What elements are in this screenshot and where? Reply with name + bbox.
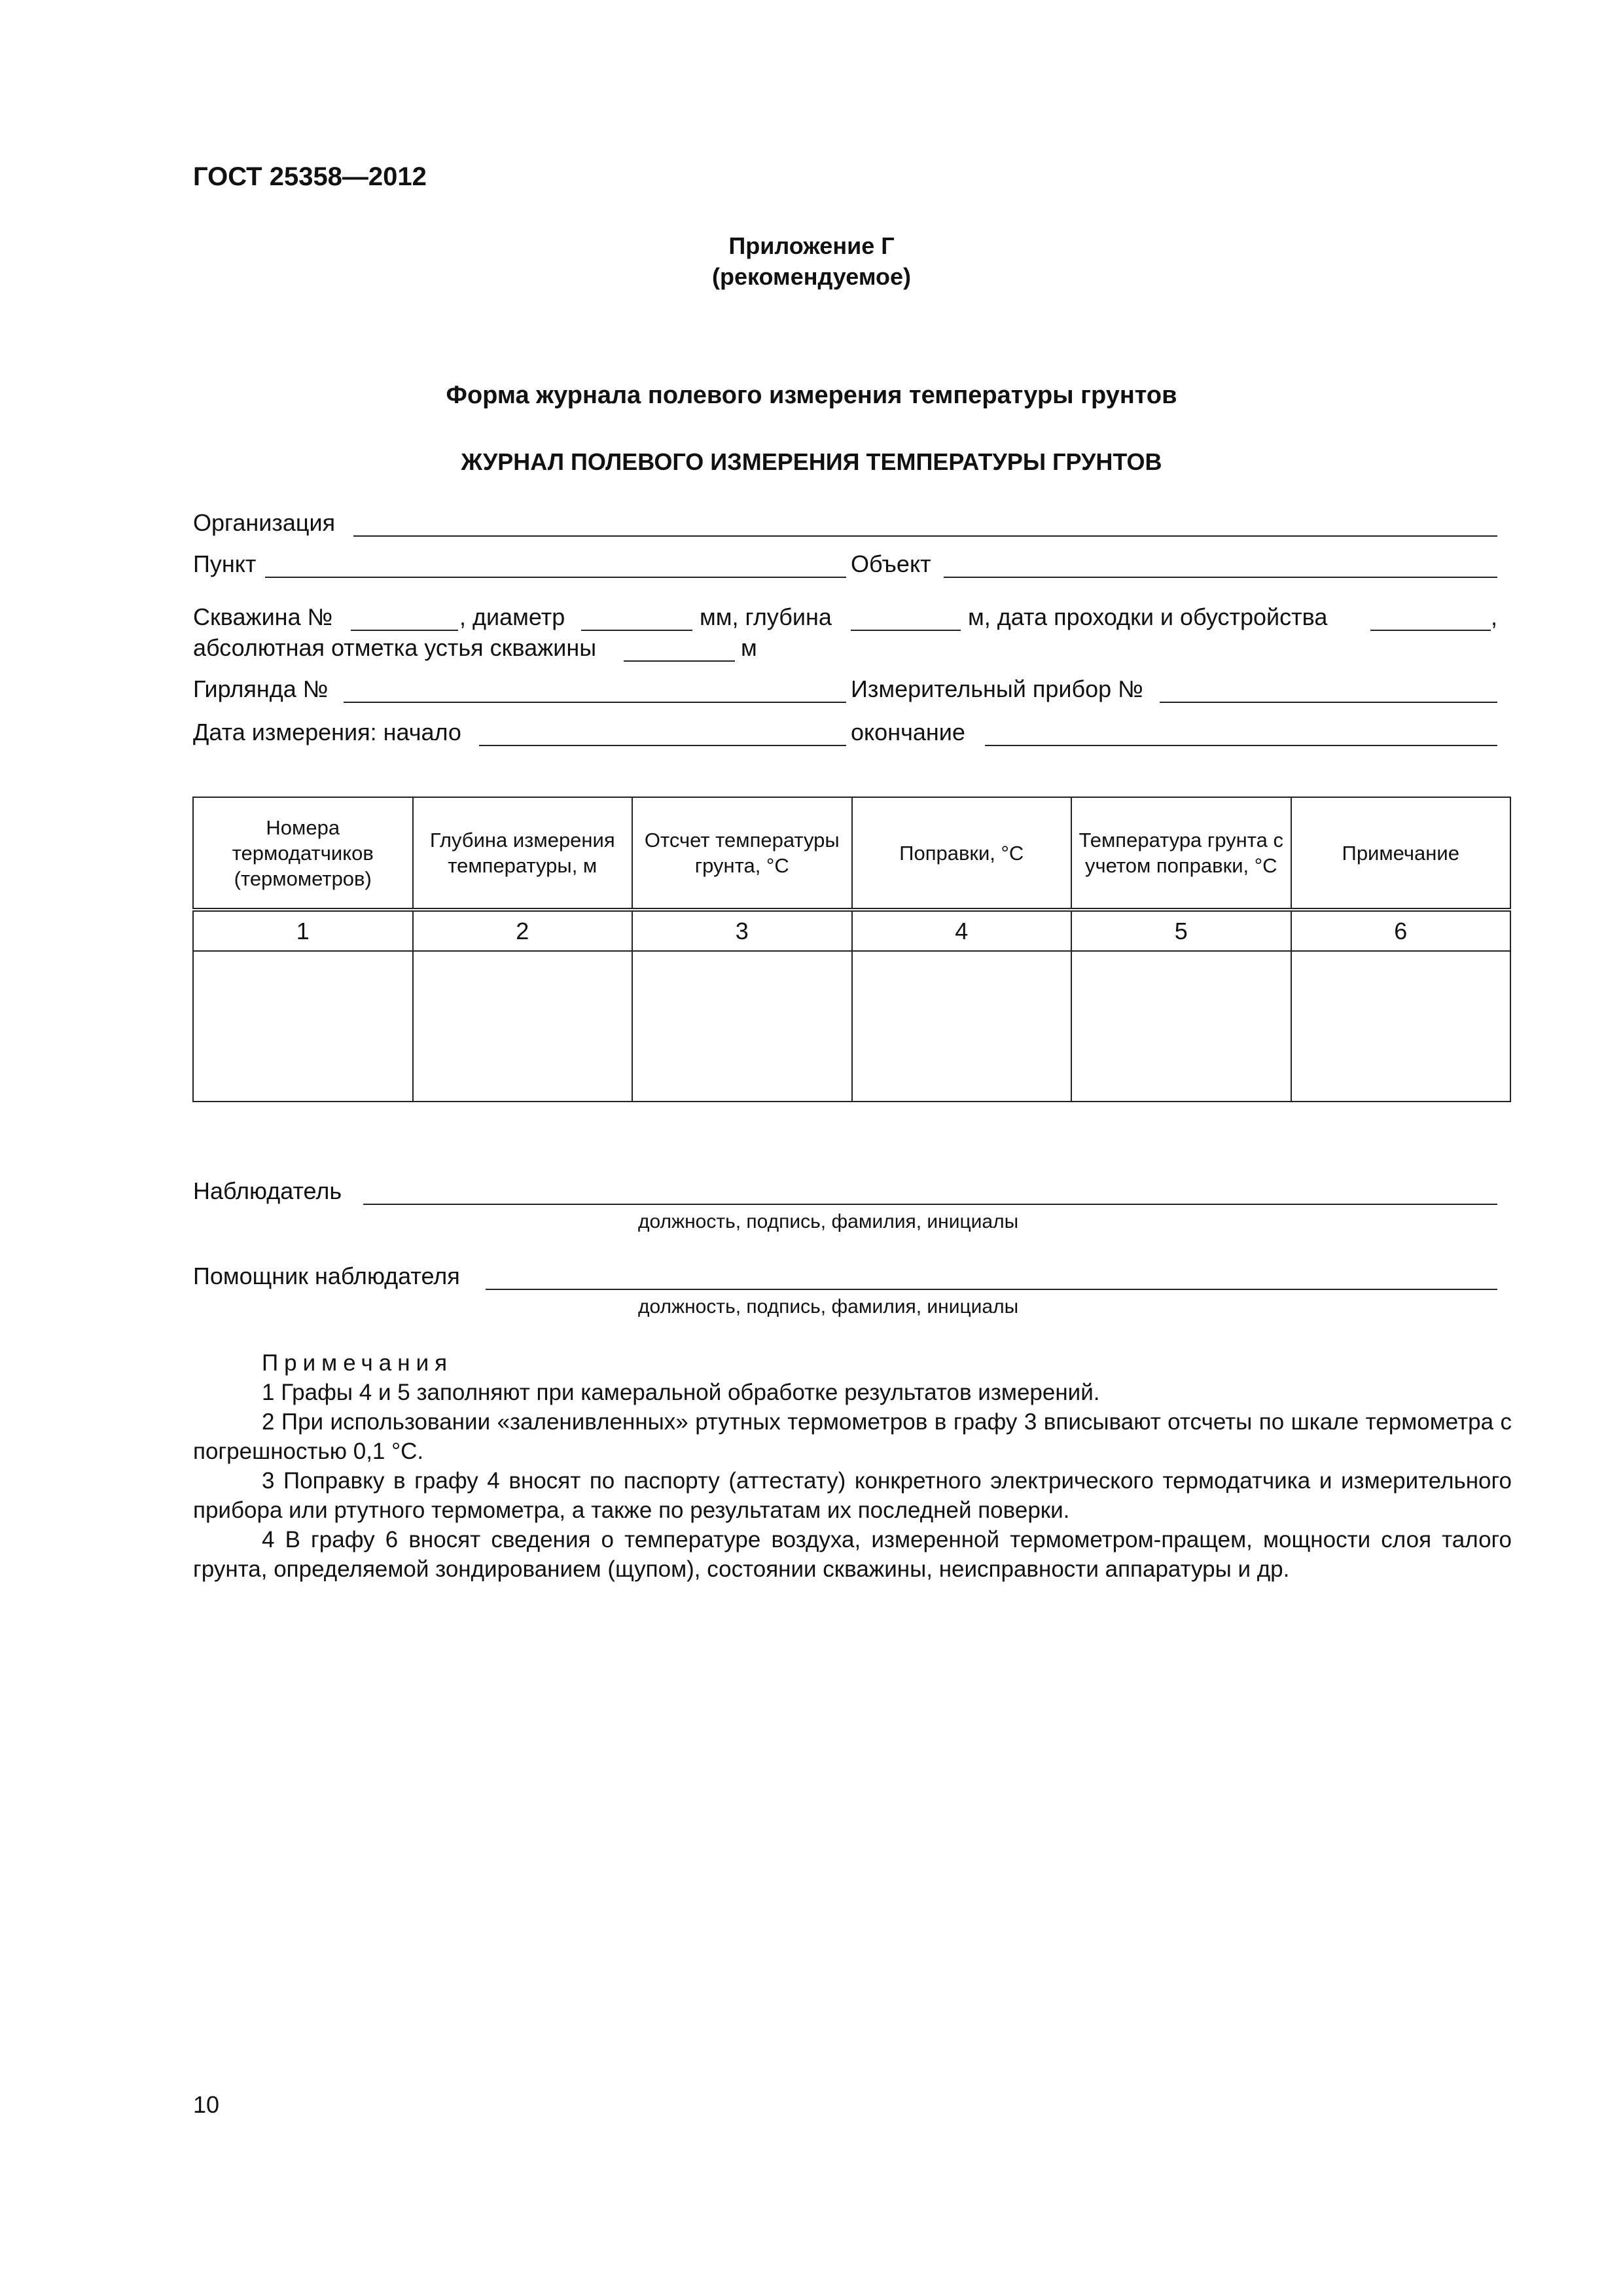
table-cell[interactable] xyxy=(193,951,413,1102)
note-item: 4 В графу 6 вносят сведения о температуре воздуха, измеренной термометром-пращем, мощности слоя талого грунта, определяемой зондированием (щупом), состоянии скважины, неисправности аппаратуры и др. xyxy=(193,1527,1512,1582)
absolute-mark-label: абсолютная отметка устья скважины xyxy=(193,634,597,661)
table-column-numbers-row xyxy=(193,910,1510,951)
table-cell[interactable] xyxy=(413,951,633,1102)
instrument-line[interactable] xyxy=(1160,702,1497,703)
column-number-cell: 5 xyxy=(1071,910,1291,951)
table-header-cell: Глубина измерения температуры, м xyxy=(413,797,633,910)
garland-line[interactable] xyxy=(344,702,846,703)
table-header-cell: Температура грунта с учетом поправки, °С xyxy=(1071,797,1291,910)
notes-section xyxy=(193,1348,1512,1584)
note-item: 3 Поправку в графу 4 вносят по паспорту (аттестату) конкретного электрического термодатчика и измерительного прибора или ртутного термометра, а также по результатам их последней поверки. xyxy=(193,1468,1512,1523)
column-number-cell: 4 xyxy=(852,910,1072,951)
notes-title: Примечания xyxy=(262,1350,454,1376)
table-cell[interactable] xyxy=(632,951,852,1102)
note-item: 1 Графы 4 и 5 заполняют при камеральной обработке результатов измерений. xyxy=(262,1380,1100,1405)
table-header-cell: Номера термодатчиков (термометров) xyxy=(193,797,413,910)
table-header-cell: Отсчет температуры грунта, °С xyxy=(632,797,852,910)
object-line[interactable] xyxy=(944,577,1497,578)
garland-label: Гирлянда № xyxy=(193,675,329,702)
column-number-cell: 6 xyxy=(1291,910,1511,951)
observer-signature-line[interactable] xyxy=(363,1204,1497,1205)
document-header: ГОСТ 25358—2012 xyxy=(193,162,427,191)
diameter-line[interactable] xyxy=(581,630,692,631)
organization-label: Организация xyxy=(193,509,336,536)
object-label: Объект xyxy=(851,550,931,577)
comma-mark: , xyxy=(1491,603,1498,630)
note-item: 2 При использовании «заленивленных» ртутных термометров в графу 3 вписывают отсчеты по шкале термометра с погрешностью 0,1 °С. xyxy=(193,1409,1512,1464)
measurement-table xyxy=(192,797,1511,1102)
column-number-cell: 2 xyxy=(413,910,633,951)
point-label: Пункт xyxy=(193,550,257,577)
table-header-row xyxy=(193,797,1510,910)
diameter-label: , диаметр xyxy=(459,603,565,630)
organization-line[interactable] xyxy=(353,535,1497,537)
annex-title: Приложение Г xyxy=(728,232,895,259)
table-cell[interactable] xyxy=(1291,951,1511,1102)
date-start-line[interactable] xyxy=(479,745,846,746)
well-number-line[interactable] xyxy=(351,630,458,631)
table-header-cell: Примечание xyxy=(1291,797,1511,910)
meter-unit: м xyxy=(741,634,757,661)
observer-caption: должность, подпись, фамилия, инициалы xyxy=(638,1211,1019,1232)
assistant-label: Помощник наблюдателя xyxy=(193,1263,460,1289)
date-start-label: Дата измерения: начало xyxy=(193,719,461,745)
date-end-label: окончание xyxy=(851,719,965,745)
table-cell[interactable] xyxy=(852,951,1072,1102)
assistant-caption: должность, подпись, фамилия, инициалы xyxy=(638,1296,1019,1318)
date-end-line[interactable] xyxy=(985,745,1497,746)
column-number-cell: 1 xyxy=(193,910,413,951)
assistant-signature-line[interactable] xyxy=(486,1289,1497,1290)
page-number: 10 xyxy=(193,2091,220,2118)
depth-label: мм, глубина xyxy=(700,603,832,630)
drilling-date-label: м, дата проходки и обустройства xyxy=(968,603,1328,630)
well-number-label: Скважина № xyxy=(193,603,333,630)
table-cell[interactable] xyxy=(1071,951,1291,1102)
depth-line[interactable] xyxy=(851,630,961,631)
table-row xyxy=(193,951,1510,1102)
column-number-cell: 3 xyxy=(632,910,852,951)
drilling-date-line[interactable] xyxy=(1370,630,1491,631)
instrument-label: Измерительный прибор № xyxy=(851,675,1143,702)
journal-title: ЖУРНАЛ ПОЛЕВОГО ИЗМЕРЕНИЯ ТЕМПЕРАТУРЫ ГРУНТОВ xyxy=(461,448,1162,475)
table-header-cell: Поправки, °С xyxy=(852,797,1072,910)
observer-label: Наблюдатель xyxy=(193,1177,342,1204)
absolute-mark-line[interactable] xyxy=(624,660,735,662)
annex-heading xyxy=(0,230,1623,292)
point-line[interactable] xyxy=(265,577,846,578)
annex-subtitle: (рекомендуемое) xyxy=(712,263,911,290)
form-title: Форма журнала полевого измерения температуры грунтов xyxy=(446,382,1177,409)
